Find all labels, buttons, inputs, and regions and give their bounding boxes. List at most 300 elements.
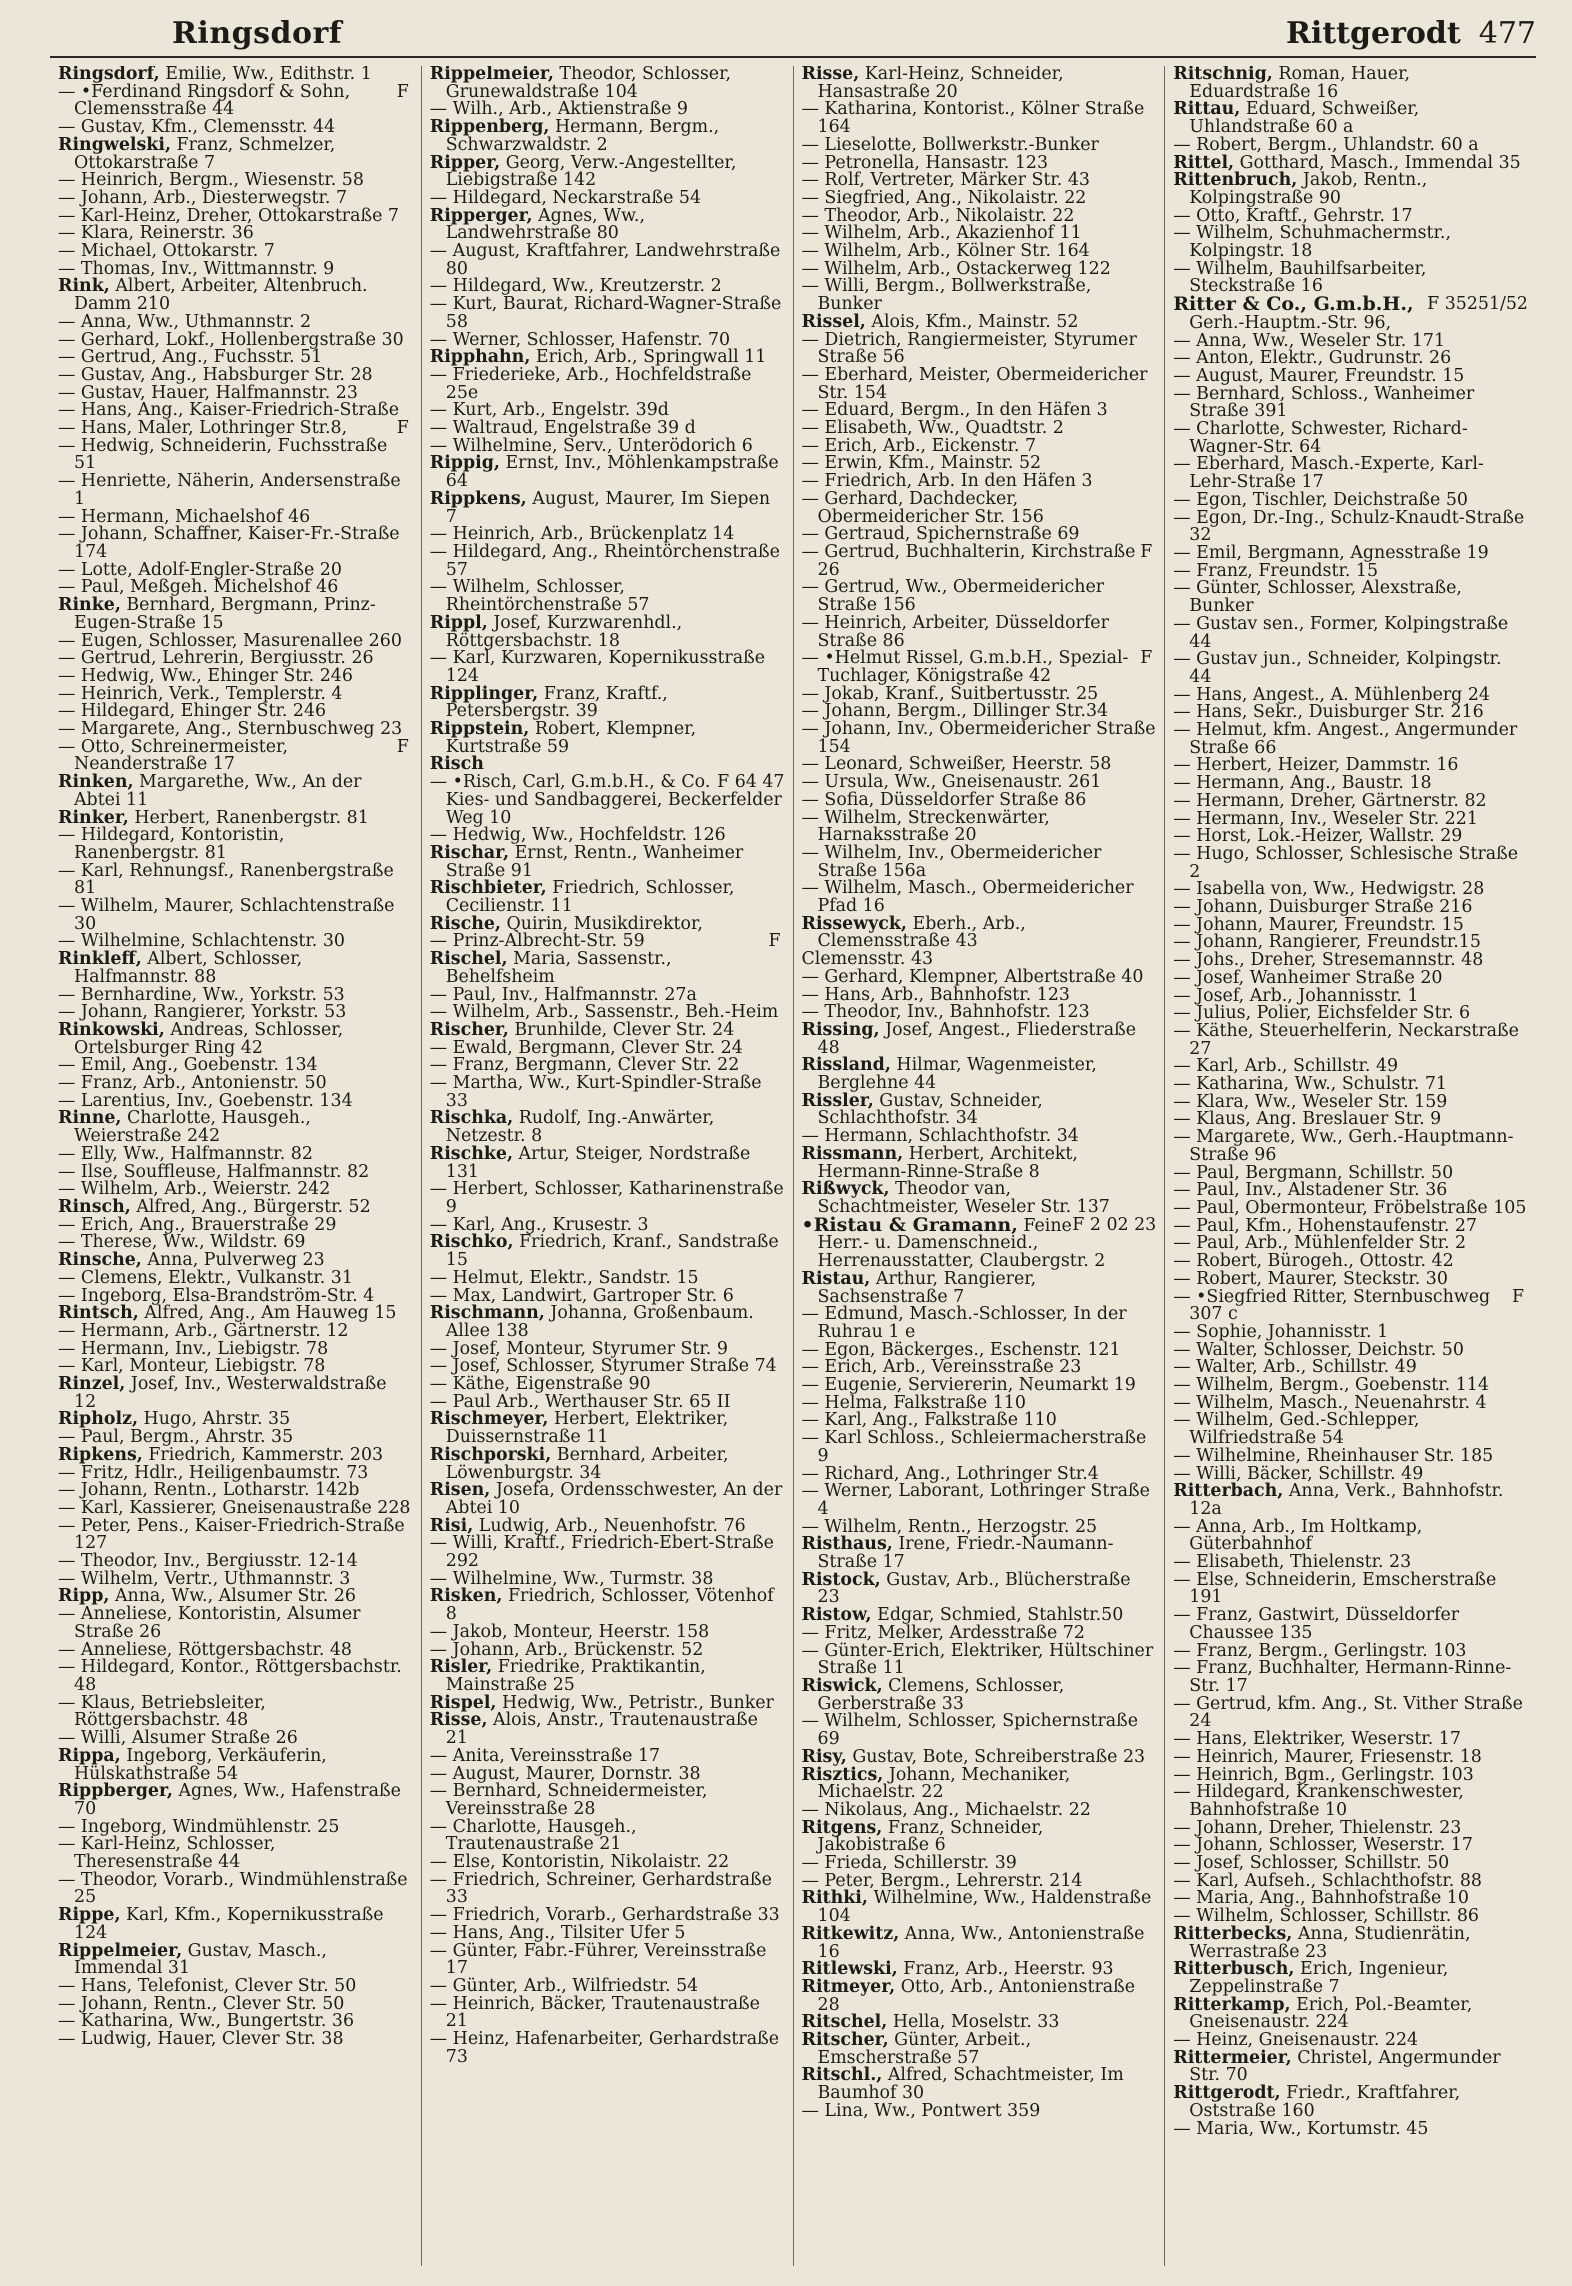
entry-text: Friedrich, Kammerstr. 203 — [148, 1444, 384, 1465]
directory-entry — [801, 842, 1157, 881]
entry-text: — Franz, Gastwirt, Düsseldorfer Chaussee 135 — [1173, 1605, 1460, 1643]
directory-entry — [802, 1890, 1157, 1925]
entry-text: — Klaus, Ang. Breslauer Str. 9 — [1173, 1109, 1442, 1130]
directory-entry — [429, 1143, 785, 1182]
entry-surname: Ristau, — [801, 1268, 871, 1289]
entry-text: Hedwig, Ww., Petristr., Bunker — [502, 1692, 774, 1713]
directory-entry: F — •Siegfried Ritter, Sternbuschweg 307 c — [1173, 1286, 1525, 1325]
entry-text: — Eugenie, Serviererin, Neumarkt 19 — [801, 1375, 1136, 1396]
entry-text: — Theodor, Inv., Bergiusstr. 12-14 — [58, 1551, 358, 1572]
directory-entry: F — Otto, Schreinermeister, Neanderstraße 17 — [58, 736, 409, 775]
entry-text: — Wilhelm, Maurer, Schlachtenstraße 30 — [58, 896, 395, 934]
entry-text: — Julius, Polier, Eichsfelder Str. 6 — [1173, 1003, 1471, 1024]
entry-surname: Ripholz, — [58, 1409, 138, 1430]
entry-text: — Heinrich, Verk., Templerstr. 4 — [58, 683, 343, 704]
directory-entry — [58, 1783, 413, 1818]
directory-entry — [429, 1869, 785, 1908]
entry-text: — Willi, Bergm., Bollwerkstraße, Bunker — [801, 276, 1092, 315]
directory-entry — [429, 1993, 785, 2032]
directory-entry: F — Hans, Maler, Lothringer Str.8, — [58, 418, 409, 439]
entry-text: Agnes, Ww., Landwehrstraße 80 — [445, 205, 645, 244]
directory-entry — [1173, 1693, 1528, 1732]
directory-entry — [801, 1976, 1157, 2015]
entry-text: Franz, Kraftf., Petersbergstr. 39 — [445, 683, 668, 722]
entry-surname: Risse, — [801, 66, 860, 84]
directory-entry — [58, 1745, 413, 1784]
entry-text: — Hedwig, Ww., Ehinger Str. 246 — [58, 665, 353, 686]
entry-text: — Klaus, Betriebsleiter, Röttgersbachstr. 48 — [58, 1692, 266, 1731]
entry-text: — Franz, Freundstr. 15 — [1173, 560, 1379, 581]
entry-text: — Katharina, Kontorist., Kölner Straße 164 — [801, 99, 1145, 138]
entry-text: — Hermann, Schlachthofstr. 34 — [801, 1126, 1079, 1147]
directory-entry — [802, 880, 1157, 915]
entry-surname: Rissewyck, — [801, 913, 907, 934]
entry-text: — Hermann, Inv., Weseler Str. 221 — [1173, 808, 1478, 829]
entry-text: Gustav, Bote, Schreiberstraße 23 — [852, 1746, 1146, 1767]
entry-surname: Ritlewski, — [801, 1959, 898, 1980]
entry-text: — Hermann, Michaelshof 46 — [58, 506, 311, 527]
entry-text: — Robert, Bergm., Uhlandstr. 60 a — [1173, 134, 1479, 155]
entry-text: Robert, Klempner, Kurtstraße 59 — [445, 719, 697, 757]
entry-text: — Otto, Schreinermeister, Neanderstraße 17 — [58, 736, 288, 775]
entry-surname: Rippig, — [429, 453, 500, 474]
entry-text: — Else, Kontoristin, Nikolaistr. 22 — [429, 1852, 730, 1873]
entry-text: — Gertraud, Spichernstraße 69 — [801, 524, 1080, 545]
entry-text: Ernst, Inv., Möhlenkampstraße 64 — [445, 453, 779, 492]
directory-entry — [801, 329, 1157, 368]
entry-surname: Rischko, — [429, 1232, 514, 1253]
entry-text: — Gustav, Kfm., Clemensstr. 44 — [58, 117, 336, 138]
directory-entry — [429, 488, 785, 527]
entry-text: — Wilhelm, Masch., Neuenahrstr. 4 — [1173, 1392, 1487, 1413]
entry-surname: Risy, — [801, 1746, 847, 1767]
phone-marker: F 35251/52 — [1427, 294, 1528, 315]
directory-entry — [802, 579, 1157, 614]
entry-text: Johann, Mechaniker, Michaelstr. 22 — [817, 1764, 1071, 1803]
directory-entry — [1173, 1660, 1528, 1695]
directory-entry — [1173, 1412, 1528, 1447]
directory-entry — [430, 951, 785, 986]
directory-entry — [801, 364, 1157, 403]
directory-entry — [429, 152, 785, 191]
entry-text: — Walter, Schlosser, Deichstr. 50 — [1173, 1339, 1464, 1360]
entry-text: — Prinz-Albrecht-Str. 59 — [429, 931, 645, 952]
entry-text: Irene, Friedr.-Naumann-Straße 17 — [817, 1534, 1114, 1573]
directory-entry — [430, 1110, 785, 1145]
entry-surname: Ritkewitz, — [801, 1923, 900, 1944]
entry-text: — Lotte, Adolf-Engler-Straße 20 — [58, 559, 342, 580]
entry-text: — Ursula, Ww., Gneisenaustr. 261 — [801, 772, 1102, 793]
entry-text: — Käthe, Eigenstraße 90 — [429, 1374, 651, 1395]
directory-entry — [1173, 843, 1528, 882]
entry-surname: Rinkowski, — [58, 1019, 165, 1040]
entry-text: — Wilhelm, Bauhilfsarbeiter, Steckstraße 16 — [1173, 258, 1427, 297]
entry-text: — Theodor, Vorarb., Windmühlenstraße 25 — [58, 1869, 408, 1908]
entry-text: — Emil, Bergmann, Agnesstraße 19 — [1173, 542, 1489, 563]
entry-text: — Gerhard, Lokf., Hollenbergstraße 30 — [58, 329, 404, 350]
entry-text: Erich, Arb., Springwall 11 — [535, 347, 767, 368]
directory-entry — [58, 1907, 413, 1942]
entry-text: — Johann, Dreher, Thielenstr. 23 — [1173, 1817, 1462, 1838]
entry-text: — Paul, Kfm., Hohenstaufenstr. 27 — [1173, 1215, 1478, 1236]
entry-text: Alfred, Ang., Bürgerstr. 52 — [136, 1197, 371, 1217]
entry-text: — Friedrich, Arb. In den Häfen 3 — [801, 471, 1093, 492]
directory-entry — [58, 597, 413, 632]
entry-text: — Anna, Ww., Uthmannstr. 2 — [58, 311, 312, 332]
entry-text: — •Risch, Carl, G.m.b.H., & Co. Kies- und Sandbaggerei, Beckerfelder Weg 10 — [429, 772, 782, 828]
entry-text: — Heinrich, Maurer, Friesenstr. 18 — [1173, 1746, 1482, 1767]
entry-text: — Johann, Schlosser, Weserstr. 17 — [1173, 1835, 1473, 1856]
entry-text: Gotthard, Masch., Immendal 35 — [1239, 152, 1521, 173]
entry-text: — Willi, Kraftf., Friedrich-Ebert-Straße 292 — [429, 1533, 774, 1572]
entry-text: — Johann, Inv., Obermeidericher Straße 154 — [801, 719, 1156, 757]
entry-text: — Josef, Monteur, Styrumer Str. 9 — [429, 1338, 728, 1359]
directory-entry — [429, 364, 785, 403]
entry-text: — Paul, Meßgeh. Michelshof 46 — [58, 577, 339, 598]
directory-entry — [1173, 1923, 1528, 1962]
entry-surname: Rische, — [429, 913, 501, 934]
directory-entry — [430, 2031, 785, 2066]
entry-surname: Rissmann, — [801, 1143, 904, 1164]
directory-entry — [1173, 172, 1528, 207]
entry-text: Artur, Steiger, Nordstraße 131 — [445, 1143, 751, 1182]
directory-entry — [801, 1923, 1157, 1962]
entry-text: — Hildegard, Krankenschwester, Bahnhofstraße 10 — [1173, 1782, 1464, 1820]
directory-entry — [801, 913, 1157, 952]
entry-surname: Rittgerodt, — [1173, 2083, 1281, 2104]
entry-surname: Ripp, — [58, 1586, 110, 1607]
entry-text: — Eduard, Bergm., In den Häfen 3 — [801, 400, 1108, 421]
entry-text: — Paul, Bergm., Ahrstr. 35 — [58, 1427, 294, 1448]
entry-surname: Risztics, — [801, 1764, 884, 1785]
entry-text: — Peter, Bergm., Lehrerstr. 214 — [801, 1870, 1083, 1891]
entry-text: — Friedrich, Vorarb., Gerhardstraße 33 — [429, 1905, 780, 1926]
directory-entry — [58, 1376, 413, 1411]
entry-text: — Hugo, Schlosser, Schlesische Straße 2 — [1173, 843, 1519, 882]
entry-text: — Wilhelm, Arb., Akazienhof 11 — [801, 223, 1082, 244]
entry-text: — Theodor, Inv., Bahnhofstr. 123 — [801, 1002, 1090, 1023]
entry-text: — Wilhelm, Arb., Kölner Str. 164 — [801, 241, 1090, 262]
entry-text: — Gertrud, Lehrerin, Bergiusstr. 26 — [58, 648, 374, 669]
entry-surname: Rischporski, — [429, 1444, 552, 1465]
entry-surname: Rinken, — [58, 772, 134, 793]
entry-text: — Friederieke, Arb., Hochfeldstraße 25e — [429, 364, 752, 403]
entry-text: Roman, Hauer, Eduardstraße 16 — [1189, 66, 1411, 102]
directory-entry — [802, 1536, 1157, 1571]
entry-text: — Johann, Arb., Brückenstr. 52 — [429, 1639, 704, 1660]
entry-text: — Josef, Arb., Johannisstr. 1 — [1173, 985, 1419, 1006]
entry-text: Josef, Kurzwarenhdl., Röttgersbachstr. 18 — [445, 612, 683, 651]
entry-text: — Gustav, Ang., Habsburger Str. 28 — [58, 364, 373, 385]
entry-text: Hugo, Ahrstr. 35 — [143, 1409, 291, 1430]
entry-text: — Emil, Ang., Goebenstr. 134 — [58, 1055, 318, 1076]
entry-text: — Charlotte, Schwester, Richard-Wagner-Str. 64 — [1173, 419, 1468, 457]
entry-text: Hermann, Bergm., Schwarzwaldstr. 2 — [445, 117, 720, 155]
entry-text: Anna, Ww., Antonienstraße 16 — [817, 1923, 1145, 1962]
directory-entry — [802, 1057, 1157, 1092]
entry-text: — Egon, Dr.-Ing., Schulz-Knaudt-Straße 32 — [1173, 507, 1525, 546]
entry-text: Erich, Ingenieur, Zeppelinstraße 7 — [1189, 1959, 1449, 1997]
entry-text: — Erich, Arb., Vereinsstraße 23 — [801, 1357, 1082, 1378]
entry-text: — Sophie, Johannisstr. 1 — [1173, 1321, 1389, 1342]
entry-text: — Heinrich, Bgm., Gerlingstr. 103 — [1173, 1764, 1474, 1785]
entry-surname: Rittermeier, — [1173, 2047, 1292, 2068]
directory-entry — [430, 579, 785, 614]
entry-surname: Ripper, — [429, 152, 501, 173]
entry-text: — Johann, Schaffner, Kaiser-Fr.-Straße 174 — [58, 524, 400, 562]
entry-text: — Elisabeth, Ww., Quadtstr. 2 — [801, 418, 1064, 439]
entry-text: Albert, Schlosser, Halfmannstr. 88 — [74, 949, 303, 987]
directory-entry — [430, 650, 785, 685]
entry-text: Karl, Kfm., Kopernikusstraße 124 — [74, 1905, 384, 1943]
entry-text: — Eberhard, Masch.-Experte, Karl-Lehr-Straße 17 — [1173, 454, 1484, 493]
directory-entry — [58, 473, 413, 508]
entry-text: Karl-Heinz, Schneider, Hansastraße 20 — [817, 66, 1064, 102]
entry-text: Theodor, Schlosser, Grunewaldstraße 104 — [445, 66, 731, 102]
entry-text: — Wilhelmine, Rheinhauser Str. 185 — [1173, 1445, 1494, 1466]
directory-entry — [58, 951, 413, 986]
entry-surname: Rinsche, — [58, 1250, 142, 1271]
entry-surname: Ripplinger, — [429, 683, 539, 704]
entry-text: — Anton, Elektr., Gudrunstr. 26 — [1173, 348, 1452, 369]
directory-entry — [429, 1940, 785, 1979]
entry-surname: Ritscher, — [801, 2030, 889, 2051]
entry-text: — Karl, Monteur, Liebigstr. 78 — [58, 1356, 326, 1377]
entry-text: Josef, Inv., Westerwaldstraße 12 — [74, 1374, 387, 1412]
entry-surname: Rippenberg, — [429, 117, 550, 138]
entry-text: — Hans, Arb., Bahnhofstr. 123 — [801, 984, 1070, 1005]
entry-text: — Günter-Erich, Elektriker, Hültschiner Straße 11 — [801, 1640, 1154, 1679]
directory-entry — [801, 807, 1157, 846]
directory-entry — [1173, 1516, 1528, 1555]
directory-entry — [430, 243, 785, 278]
entry-text: Anna, Studienrätin, Werrastraße 23 — [1189, 1923, 1471, 1962]
entry-text: — Anneliese, Kontoristin, Alsumer Straße 26 — [58, 1604, 361, 1642]
entry-text: — Robert, Maurer, Steckstr. 30 — [1173, 1268, 1448, 1289]
entry-text: August, Maurer, Im Siepen 7 — [445, 488, 771, 527]
directory-entry — [58, 1606, 413, 1641]
entry-surname: Risch — [429, 754, 484, 775]
entry-text: Herbert, Architekt, Hermann-Rinne-Straße 8 — [817, 1143, 1078, 1182]
entry-text: — Wilhelm, Schlosser, Rheintörchenstraße 57 — [429, 577, 650, 616]
directory-entry — [1173, 1569, 1528, 1608]
entry-text: — Ingeborg, Windmühlenstr. 25 — [58, 1816, 340, 1837]
entry-text: — Johann, Arb., Diesterwegstr. 7 — [58, 187, 348, 208]
entry-text: — Josef, Schlosser, Styrumer Straße 74 — [429, 1356, 777, 1377]
entry-text: — Eberhard, Meister, Obermeidericher Str. 154 — [801, 364, 1148, 403]
entry-text: Ernst, Rentn., Wanheimer Straße 91 — [445, 842, 744, 881]
directory-entry — [430, 1305, 785, 1340]
directory-entry — [802, 2032, 1157, 2067]
entry-surname: Rippa, — [58, 1745, 121, 1766]
entry-surname: Rischar, — [429, 842, 510, 863]
entry-text: — Richard, Ang., Lothringer Str.4 — [801, 1463, 1099, 1484]
directory-entry — [1173, 2118, 1528, 2139]
entry-surname: Ripphahn, — [429, 347, 531, 368]
entry-surname: Rittenbruch, — [1173, 170, 1298, 191]
directory-entry — [58, 2031, 413, 2049]
entry-text: — Franz, Buchhalter, Hermann-Rinne-Str. 17 — [1173, 1658, 1512, 1696]
entry-text: — Karl, Ang., Falkstraße 110 — [801, 1410, 1057, 1431]
directory-entry — [802, 66, 1157, 101]
directory-entry: F — Prinz-Albrecht-Str. 59 — [429, 931, 781, 952]
entry-text: — Elisabeth, Thielenstr. 23 — [1173, 1552, 1412, 1573]
directory-entry — [58, 1019, 413, 1058]
entry-text: — Wilhelmine, Ww., Turmstr. 38 — [429, 1568, 714, 1589]
directory-entry — [801, 1569, 1157, 1608]
entry-surname: Risler, — [429, 1657, 493, 1678]
entry-text: Wilhelmine, Ww., Haldenstraße 104 — [817, 1888, 1152, 1927]
directory-entry — [430, 66, 785, 101]
entry-text: — Gertrud, Buchhalterin, Kirchstraße 26 — [801, 541, 1136, 580]
entry-text: Quirin, Musikdirektor, — [506, 913, 703, 934]
entry-surname: Rippe, — [58, 1905, 121, 1926]
entry-surname: Riswick, — [801, 1675, 883, 1696]
directory-entry — [429, 1816, 785, 1855]
entry-surname: Risi, — [429, 1515, 474, 1536]
entry-text: — Wilhelm, Schuhmachermstr., Kolpingstr. 18 — [1173, 223, 1451, 262]
directory-entry — [802, 1306, 1157, 1341]
directory-entry — [430, 1181, 785, 1216]
entry-text: — Nikolaus, Ang., Michaelstr. 22 — [801, 1799, 1091, 1820]
entry-surname: Rißwyck, — [801, 1179, 890, 1200]
entry-surname: Ritter & Co., G.m.b.H., — [1173, 293, 1414, 316]
entry-text: Herbert, Ranenbergstr. 81 — [134, 807, 369, 828]
entry-surname: •Ristau & Gramann, — [801, 1213, 1018, 1236]
directory-entry — [1173, 66, 1528, 101]
entry-text: Josef, Angest., Fliederstraße 48 — [817, 1019, 1137, 1058]
directory-entry — [430, 1075, 785, 1110]
entry-text: Christel, Angermunder Str. 70 — [1189, 2047, 1501, 2086]
directory-entry — [1173, 613, 1528, 652]
entry-text: — Wilhelm, Rentn., Herzogstr. 25 — [801, 1516, 1098, 1537]
entry-text: — Erwin, Kfm., Mainstr. 52 — [801, 453, 1042, 474]
entry-text: Edgar, Schmied, Stahlstr.50 — [877, 1605, 1124, 1626]
entry-text: — Maria, Ww., Kortumstr. 45 — [1173, 2118, 1429, 2139]
directory-entry — [58, 1940, 413, 1979]
entry-surname: Rinzel, — [58, 1374, 126, 1395]
entry-text: — Eugen, Schlosser, Masurenallee 260 — [58, 630, 402, 651]
entry-text: Franz, Schmelzer, Ottokarstraße 7 — [74, 134, 336, 173]
entry-text: — Karl, Kassierer, Gneisenaustraße 228 — [58, 1497, 411, 1518]
entry-text: Hilmar, Wagenmeister, Berglehne 44 — [817, 1055, 1097, 1094]
entry-surname: Rippberger, — [58, 1781, 173, 1802]
entry-text: Gustav, Arb., Blücherstraße 23 — [817, 1569, 1131, 1608]
directory-entry — [1173, 651, 1528, 686]
entry-surname: Rischke, — [429, 1143, 514, 1164]
entry-text: — Werner, Laborant, Lothringer Straße 4 — [801, 1481, 1150, 1519]
column-1 — [50, 66, 422, 2266]
header-right — [1286, 16, 1536, 51]
entry-text: — Franz, Bergmann, Clever Str. 22 — [429, 1055, 740, 1076]
directory-entry — [802, 278, 1157, 313]
directory-entry — [429, 612, 785, 651]
entry-surname: Rink, — [58, 276, 110, 297]
entry-text: Gustav, Masch., Immendal 31 — [74, 1940, 327, 1979]
entry-surname: Rippelmeier, — [58, 1940, 183, 1961]
entry-text: — Ewald, Bergmann, Clever Str. 24 — [429, 1037, 743, 1058]
entry-text: — Karl, Arb., Schillstr. 49 — [1173, 1056, 1399, 1077]
entry-text: — Otto, Kraftf., Gehrstr. 17 — [1173, 205, 1413, 226]
entry-text: — Horst, Lok.-Heizer, Wallstr. 29 — [1173, 826, 1463, 847]
entry-text: Alfred, Ang., Am Hauweg 15 — [144, 1303, 397, 1324]
entry-text: — Isabella von, Ww., Hedwigstr. 28 — [1173, 879, 1485, 900]
directory-entry — [801, 1817, 1157, 1856]
directory-entry — [802, 721, 1157, 756]
entry-text: — Leonard, Schweißer, Heerstr. 58 — [801, 754, 1112, 775]
entry-text: — Klara, Ww., Weseler Str. 159 — [1173, 1091, 1448, 1112]
entry-text: Friedrike, Praktikantin, Mainstraße 25 — [445, 1657, 706, 1695]
entry-text: — Günter, Fabr.-Führer, Vereinsstraße 17 — [429, 1940, 767, 1979]
directory-entry — [430, 1712, 785, 1747]
entry-text: — Dietrich, Rangiermeister, Styrumer Straße 56 — [801, 329, 1137, 368]
directory-entry — [58, 526, 413, 561]
directory-entry — [430, 1659, 785, 1694]
entry-surname: Ritgens, — [801, 1817, 883, 1838]
entry-surname: Rippstein, — [429, 719, 530, 740]
entry-text: — Heinrich, Bergm., Wiesenstr. 58 — [58, 170, 364, 191]
entry-surname: Ritmeyer, — [801, 1976, 896, 1997]
entry-text: Anna, Verk., Bahnhofstr. 12a — [1189, 1481, 1504, 1519]
entry-text: — Robert, Bürogeh., Ottostr. 42 — [1173, 1251, 1454, 1272]
directory-entry — [801, 1764, 1157, 1803]
entry-text: — Erich, Ang., Brauerstraße 29 — [58, 1214, 337, 1235]
directory-entry — [1173, 580, 1528, 615]
entry-text: — August, Maurer, Freundstr. 15 — [1173, 365, 1465, 386]
entry-text: Ingeborg, Verkäuferin, Hülskathstraße 54 — [74, 1745, 327, 1784]
entry-text: — Johann, Rentn., Clever Str. 50 — [58, 1993, 345, 2014]
entry-surname: Risse, — [429, 1710, 488, 1731]
entry-surname: Rischmann, — [429, 1303, 545, 1324]
header-right-keyword: Rittgerodt — [1285, 16, 1461, 51]
entry-surname: Ringsdorf, — [58, 66, 160, 84]
entry-text: Emilie, Ww., Edithstr. 1 — [165, 66, 372, 84]
entry-surname: Rissler, — [801, 1090, 874, 1111]
entry-text: — Gertrud, Ang., Fuchsstr. 51 — [58, 347, 323, 368]
entry-text: — Martha, Ww., Kurt-Spindler-Straße 33 — [429, 1073, 762, 1111]
directory-entry — [429, 541, 785, 580]
entry-text: — Herbert, Heizer, Dammstr. 16 — [1173, 755, 1459, 776]
entry-text: — Johann, Duisburger Straße 216 — [1173, 897, 1473, 918]
entry-text: Agnes, Ww., Hafenstraße 70 — [74, 1781, 401, 1819]
entry-surname: Rischmeyer, — [429, 1409, 549, 1430]
entry-text: — Hildegard, Ang., Rheintörchenstraße 57 — [429, 541, 780, 580]
entry-text: — Fritz, Melker, Ardesstraße 72 — [801, 1622, 1085, 1643]
entry-text: Gerh.-Hauptm.-Str. 96, — [1189, 312, 1392, 333]
entry-text: — Hans, Ang., Kaiser-Friedrich-Straße — [58, 400, 399, 421]
entry-text: — Waltraud, Engelstraße 39 d — [429, 418, 696, 439]
directory-entry — [1173, 1020, 1528, 1059]
entry-text: — Paul, Arb., Mühlenfelder Str. 2 — [1173, 1233, 1467, 1254]
entry-surname: Rinkleff, — [58, 949, 142, 970]
entry-text: — Michael, Ottokarstr. 7 — [58, 241, 275, 262]
entry-text: — Margarete, Ww., Gerh.-Hauptmann-Straße 96 — [1173, 1127, 1514, 1165]
directory-entry — [58, 1110, 413, 1145]
entry-text: Eduard, Schweißer, Uhlandstraße 60 a — [1189, 99, 1420, 138]
entry-text: — Wilhelm, Masch., Obermeidericher Pfad 16 — [801, 878, 1134, 917]
entry-text: — Johs., Dreher, Stresemannstr. 48 — [1173, 950, 1484, 971]
entry-surname: Rinker, — [58, 807, 129, 828]
entry-text: — Wilhelm, Arb., Weierstr. 242 — [58, 1179, 331, 1200]
entry-surname: Ritterbach, — [1173, 1481, 1284, 1502]
directory-entry — [58, 1515, 413, 1554]
entry-text: Anna, Ww., Alsumer Str. 26 — [114, 1586, 356, 1607]
directory-entry — [58, 827, 413, 862]
entry-surname: Rippl, — [429, 612, 488, 633]
entry-surname: Ritschl., — [801, 2065, 883, 2086]
entry-text: Bernhard, Arbeiter, Löwenburgstr. 34 — [445, 1444, 729, 1483]
directory-entry — [430, 721, 785, 756]
